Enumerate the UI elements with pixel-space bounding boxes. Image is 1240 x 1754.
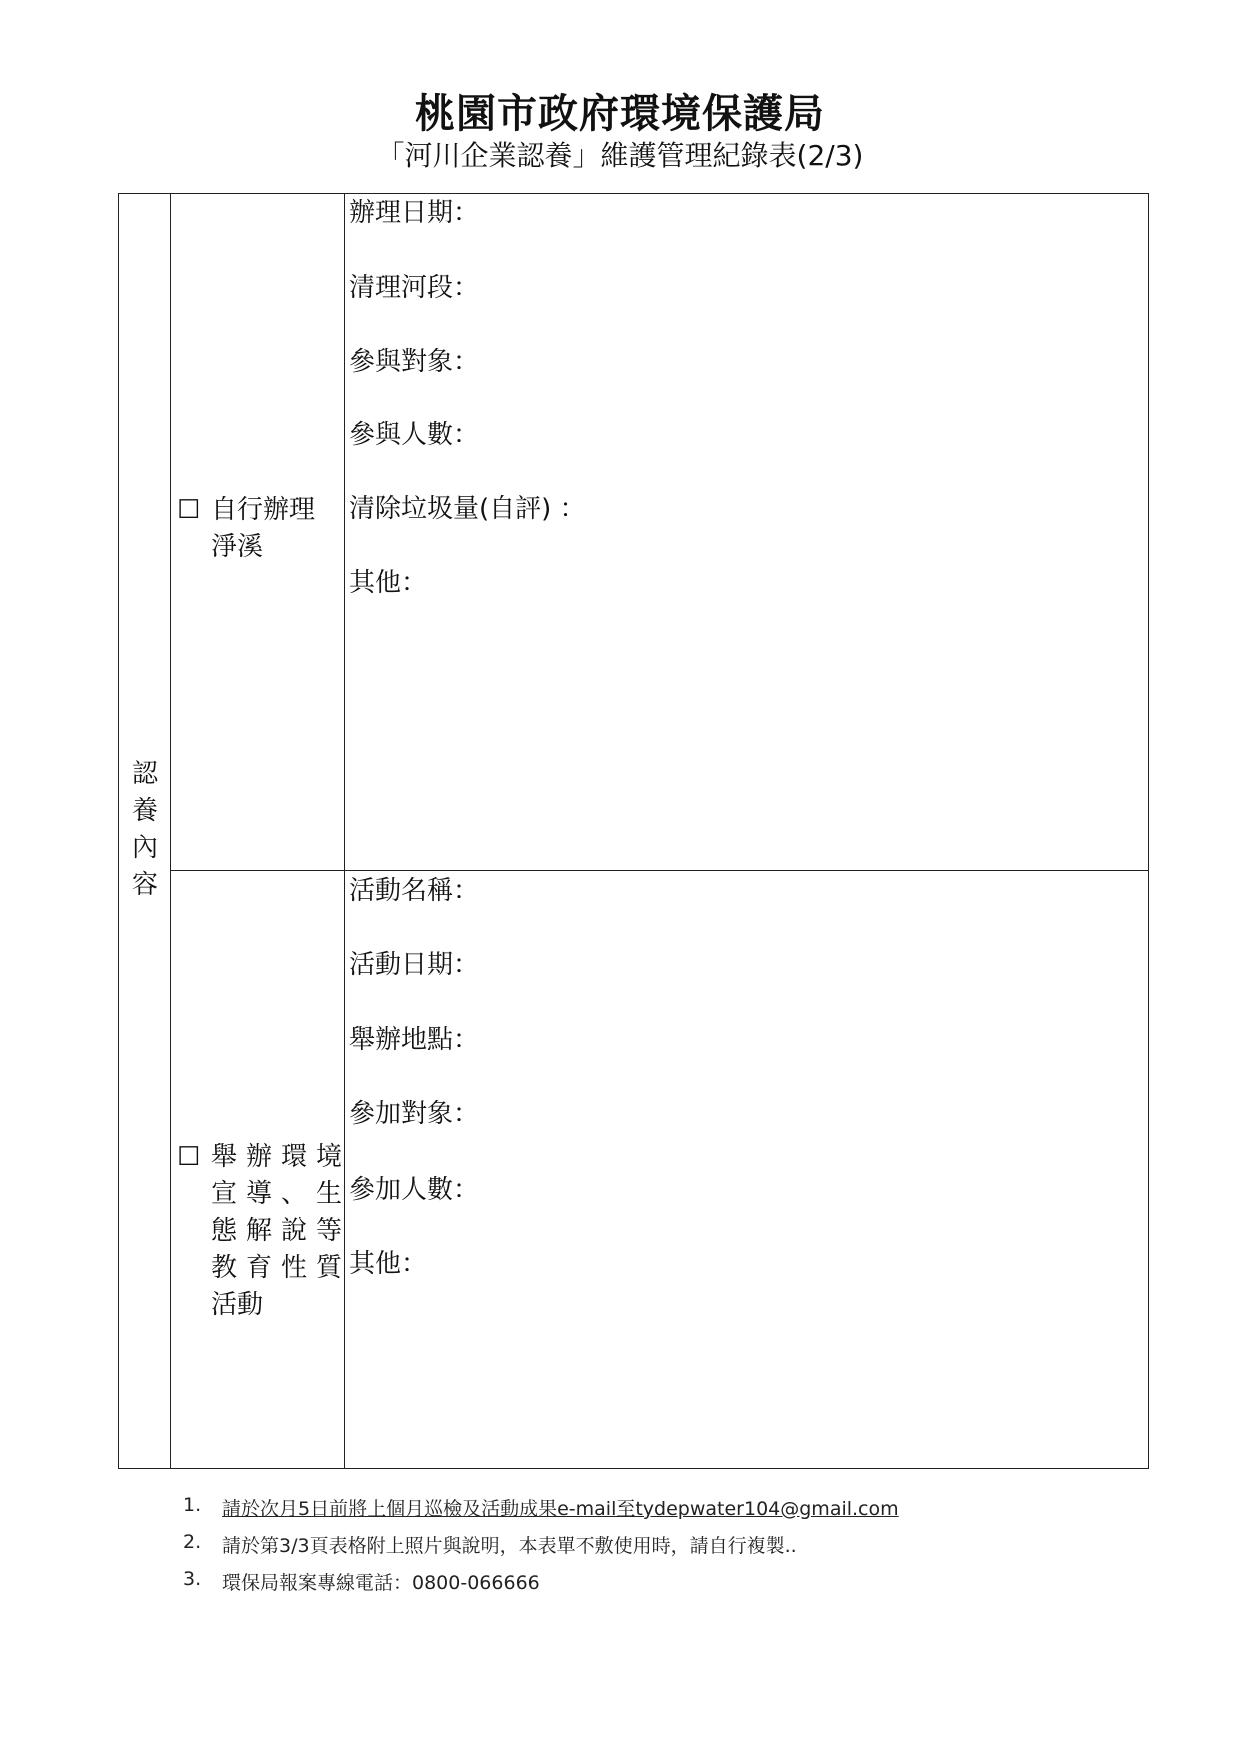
education-activity-checkbox[interactable]: ☐ [177,1142,201,1172]
side-heading: 認 養 內 容 [131,759,158,900]
education-label-line: 活動 [211,1290,264,1320]
field-activity-other[interactable]: 其他： [349,1249,428,1279]
self-cleanup-label-line: 自行辦理 [211,495,316,525]
note-text-email[interactable]: 請於次月5日前將上個月巡檢及活動成果e-mail至tydepwater104@gmail.com [222,1498,899,1520]
education-activity-option[interactable] [177,1139,342,1324]
self-cleanup-fields [345,194,1149,871]
field-activity-name[interactable]: 活動名稱： [349,876,480,906]
note-item [183,1568,899,1605]
self-cleanup-option[interactable] [177,492,342,566]
self-cleanup-checkbox[interactable]: ☐ [177,495,201,525]
field-participants-count[interactable]: 參與人數： [349,420,480,450]
notes-list [183,1494,899,1605]
note-item [183,1494,899,1531]
field-other[interactable]: 其他： [349,568,428,598]
field-river-section[interactable]: 清理河段： [349,273,480,303]
type-cell-education [171,871,345,1469]
self-cleanup-label-line: 淨溪 [211,532,264,562]
document-title: 桃園市政府環境保護局 [415,91,825,137]
education-label-line: 教育性質 [211,1253,342,1283]
record-form-table [118,193,1149,1469]
field-activity-location[interactable]: 舉辦地點： [349,1025,480,1055]
type-cell-self-cleanup [171,194,345,871]
side-heading-cell [119,194,171,1469]
note-number: 3. [183,1568,202,1590]
note-item [183,1531,899,1568]
education-label-line: 宣導、生 [211,1179,342,1209]
note-number: 1. [183,1494,202,1516]
document-subtitle: 「河川企業認養」維護管理紀錄表(2/3) [376,139,864,172]
field-attendee-count[interactable]: 參加人數： [349,1175,480,1205]
education-label-line: 舉辦環境 [211,1142,342,1172]
note-number: 2. [183,1531,202,1553]
education-activity-fields [345,871,1149,1469]
field-date[interactable]: 辦理日期： [349,198,480,228]
field-garbage-amount[interactable]: 清除垃圾量(自評) ： [349,494,586,524]
field-participants-target[interactable]: 參與對象： [349,347,480,377]
field-activity-date[interactable]: 活動日期： [349,950,480,980]
field-attendee-target[interactable]: 參加對象： [349,1099,480,1129]
note-text-hotline: 環保局報案專線電話：0800-066666 [222,1572,540,1594]
education-label-line: 態解說等 [211,1216,342,1246]
note-text-photos: 請於第3/3頁表格附上照片與說明，本表單不敷使用時，請自行複製.. [222,1535,797,1557]
